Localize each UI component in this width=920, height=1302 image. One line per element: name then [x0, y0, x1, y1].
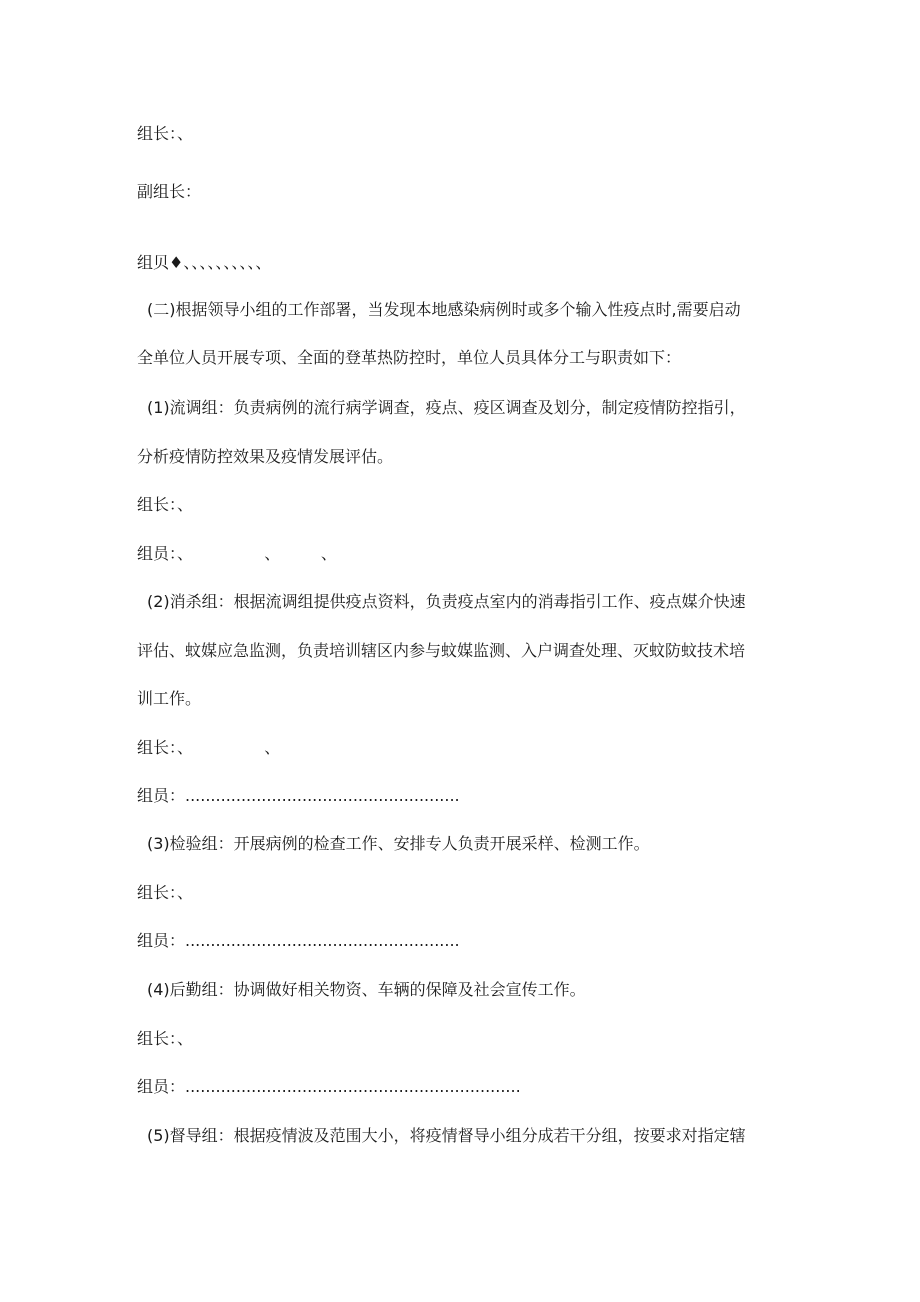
- group-2-leader-line: 组长：、 、: [137, 738, 281, 757]
- group-4-leader-line: 组长：、: [137, 1029, 194, 1048]
- group-3-members-line: 组员：......................................................: [137, 931, 460, 950]
- group-4-paragraph-line-1: (4)后勤组：协调做好相关物资、车辆的保障及社会宣传工作。: [147, 980, 586, 999]
- group-2-paragraph-line-3: 训工作。: [137, 689, 202, 708]
- section-2-paragraph-line-2: 全单位人员开展专项、全面的登革热防控时，单位人员具体分工与职责如下：: [137, 348, 682, 367]
- group-1-leader-line: 组长：、: [137, 495, 194, 514]
- group-3-leader-line: 组长：、: [137, 883, 194, 902]
- group-3-paragraph-line-1: (3)检验组：开展病例的检查工作、安排专人负责开展采样、检测工作。: [147, 834, 650, 853]
- group-1-members-line: 组员：、 、 、: [137, 544, 337, 563]
- group-2-paragraph-line-2: 评估、蚊媒应急监测，负责培训辖区内参与蚊媒监测、入户调查处理、灭蚊防蚊技术培: [137, 641, 746, 660]
- group-1-paragraph-line-1: (1)流调组：负责病例的流行病学调查，疫点、疫区调查及划分，制定疫情防控指引，: [147, 398, 746, 417]
- section-2-paragraph-line-1: (二)根据领导小组的工作部署，当发现本地感染病例时或多个输入性疫点时,需要启动: [147, 300, 741, 319]
- group-2-paragraph-line-1: (2)消杀组：根据流调组提供疫点资料，负责疫点室内的消毒指引工作、疫点媒介快速: [147, 592, 746, 611]
- leader-line: 组长：、: [137, 124, 194, 143]
- deputy-leader-line: 副组长：: [137, 182, 202, 201]
- group-4-members-line: 组员：..................................................................: [137, 1077, 521, 1096]
- group-1-paragraph-line-2: 分析疫情防控效果及疫情发展评估。: [137, 447, 394, 466]
- group-2-members-line: 组员：......................................................: [137, 786, 460, 805]
- group-5-paragraph-line-1: (5)督导组：根据疫情波及范围大小，将疫情督导小组分成若干分组，按要求对指定辖: [147, 1126, 746, 1145]
- members-line: 组贝♦、、、、、、、、、、: [137, 253, 272, 272]
